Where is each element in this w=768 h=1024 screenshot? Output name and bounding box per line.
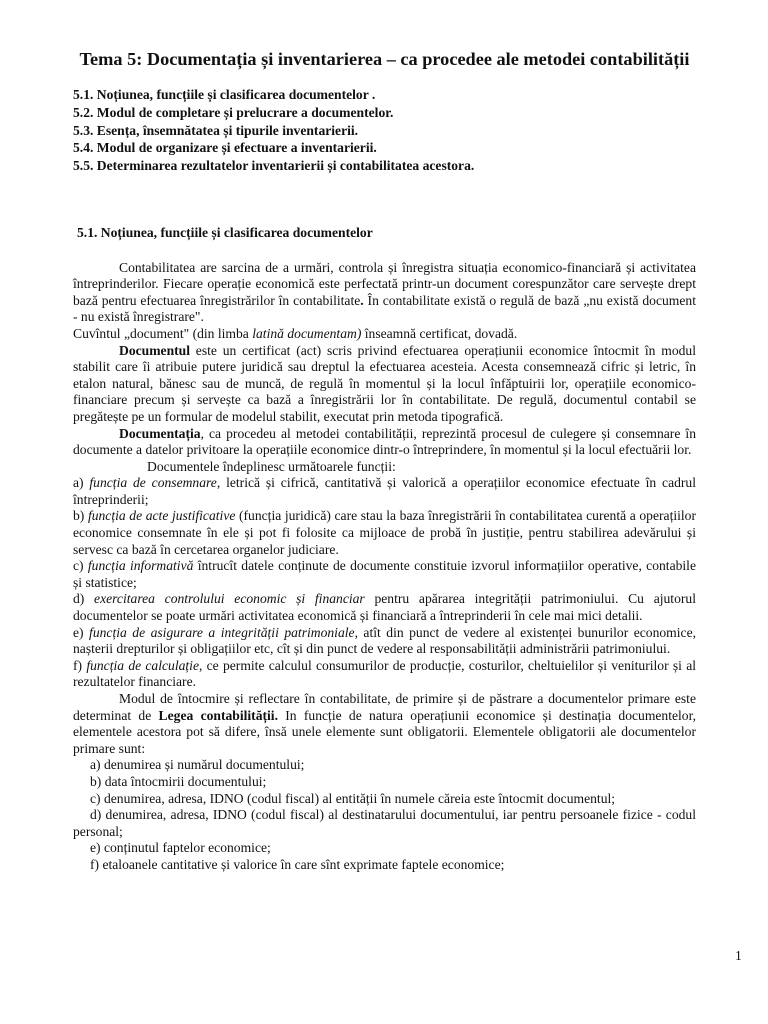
paragraph-word-origin: Cuvîntul „document" (din limba latină documentam) înseamnă certificat, dovadă. — [73, 325, 518, 341]
element-item-f: f) etaloanele cantitative și valorice în care sînt exprimate faptele economice; — [90, 856, 505, 872]
paragraph-document-definition: Documentul este un certificat (act) scris privind efectuarea operațiunii economice întocmit în modul stabilit care îi atribuie putere juridică sau dreptul la efectuarea acesteia. Acesta consemnează cifric și letric, în etalon natural, bănesc sau de muncă, de regulă în momentul și la locul înfăptuirii lor, operațiile economico-financiare precum și servește ca bază a înregistrării lor în contabilitate. De regulă, documentul contabil se pregătește pe un formular de modelul stabilit, executat prin metoda tipografică. — [73, 342, 696, 424]
element-item-a: a) denumirea și numărul documentului; — [90, 757, 305, 773]
toc-item-5-4: 5.4. Modul de organizare și efectuare a inventarierii. — [73, 140, 377, 156]
function-item-e: e) funcția de asigurare a integrității patrimoniale, atît din punct de vedere al existenței bunurilor economice, nașterii drepturilor și obligațiilor etc, cît și din punct de vedere al responsabilității administrării patrimoniului. — [73, 624, 696, 657]
page-title: Tema 5: Documentația și inventarierea – ca procedee ale metodei contabilității — [79, 49, 690, 69]
paragraph-legal-basis: Modul de întocmire și reflectare în contabilitate, de primire și de păstrare a documentelor primare este determinat de Legea contabilității. In funcție de natura operațiunii economice și destinația documentelor, elementele acestora pot să difere, însă unele elemente sunt obligatorii. Elementele obligatorii ale documentelor primare sunt: — [73, 691, 696, 756]
function-item-b: b) funcția de acte justificative (funcția juridică) care stau la baza înregistrării în contabilitatea curentă a operațiilor economice consemnate în ele și pot fi folosite ca mijloace de probă în justiție, pentru stabilirea adevărului și servesc ca bază în cercetarea organelor judiciare. — [73, 508, 697, 557]
page-number: 1 — [735, 948, 742, 963]
term-documentatia: Documentația — [119, 425, 201, 441]
table-of-contents — [73, 86, 696, 175]
element-item-e: e) conținutul faptelor economice; — [90, 840, 271, 856]
document-page — [73, 48, 696, 874]
function-item-f: f) funcția de calculație, ce permite calculul consumurilor de producție, costurilor, cheltuielilor și veniturilor și al rezultatelor financiare. — [73, 657, 696, 690]
function-item-c: c) funcția informativă întrucît datele conținute de documente constituie izvorul informațiilor operative, contabile și statistice; — [73, 558, 696, 590]
function-item-a: a) funcția de consemnare, letrică și cifrică, cantitativă și valorică a operațiilor economice efectuate în cadrul întreprinderii; — [73, 475, 696, 507]
paragraph-intro: Contabilitatea are sarcina de a urmări, controla și înregistra situația economico-financiară și activitatea întreprinderilor. Fiecare operație economică este perfectată printr-un document corespunzător care servește drept bază pentru efectuarea înregistrărilor în contabilitate. În contabilitate există o regulă de bază „nu există document - nu există înregistrare". — [73, 259, 696, 325]
toc-item-5-5: 5.5. Determinarea rezultatelor inventarierii și contabilitatea acestora. — [73, 158, 475, 174]
paragraph-functions-intro: Documentele îndeplinesc următoarele funcții: — [147, 458, 396, 474]
toc-item-5-1: 5.1. Noțiunea, funcțiile și clasificarea documentelor . — [73, 87, 376, 102]
paragraph-documentation-definition: Documentația, ca procedeu al metodei contabilității, reprezintă procesul de culegere și consemnare în documente a datelor privitoare la operațiile economice dintr-o întreprindere, în momentul și la locul efectuării lor. — [73, 425, 696, 458]
function-item-d: d) exercitarea controlului economic și financiar pentru apărarea integrității patrimoniului. Cu ajutorul documentelor se poate urmări activitatea economică și financiară a întreprinderii în cele mai mici detalii. — [73, 591, 696, 624]
toc-item-5-2: 5.2. Modul de completare și prelucrare a documentelor. — [73, 104, 394, 120]
toc-item-5-3: 5.3. Esența, însemnătatea și tipurile inventarierii. — [73, 122, 359, 138]
element-item-c: c) denumirea, adresa, IDNO (codul fiscal) al entității în numele căreia este întocmit documentul; — [90, 790, 616, 806]
section-heading: 5.1. Noțiunea, funcțiile și clasificarea documentelor — [77, 224, 373, 240]
element-item-b: b) data întocmirii documentului; — [90, 773, 267, 789]
element-item-d: d) denumirea, adresa, IDNO (codul fiscal) al destinatarului documentului, iar pentru persoanele fizice - codul personal; — [73, 807, 696, 839]
term-legea-contabilitatii: Legea contabilității. — [158, 707, 278, 723]
term-documentul: Documentul — [119, 342, 190, 358]
